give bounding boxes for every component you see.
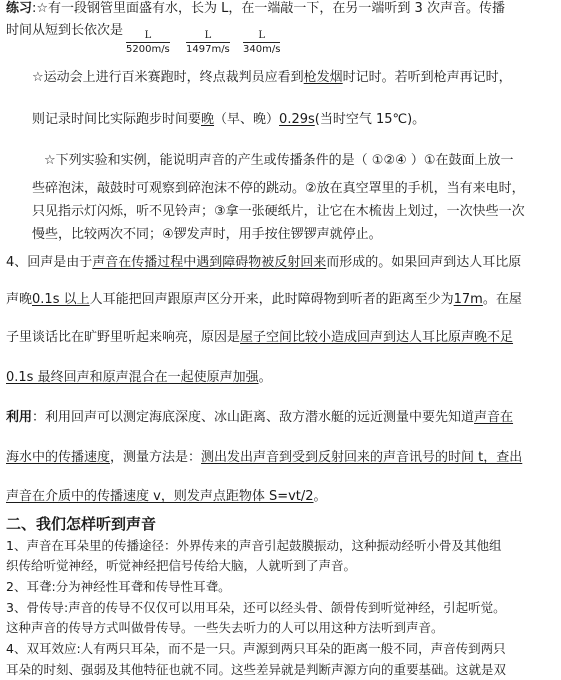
fraction-numerator: L (186, 30, 230, 43)
q2-text-e: (当时空气 15℃)。 (314, 112, 426, 127)
fraction-water (186, 30, 230, 56)
section2-line: 这种声音的传导方式叫做骨传导。一些失去听力的人可以用这种方法听到声音。 (6, 620, 444, 635)
q1-text: :☆有一段钢管里面盛有水，长为 L，在一端敲一下，在另一端听到 3 次声音。传播 (32, 1, 505, 16)
echo-definition: 声音在传播过程中遇到障碍物被反射回来 (92, 255, 327, 270)
echo-text-b: 而形成的。如果回声到达人耳比原 (326, 255, 522, 270)
echo-text-f: 子里谈话比在旷野里听起来响亮，原因是 (6, 330, 241, 345)
q2-answer-time: 0.29s (279, 112, 315, 127)
use-formula: 声音在介质中的传播速度 v，则发声点距物体 S=vt/2 (6, 489, 314, 504)
section2-line: 3、骨传导:声音的传导不仅仅可以用耳朵，还可以经头骨、颌骨传到听觉神经，引起听觉。 (6, 600, 506, 615)
use-label: 利用 (6, 410, 33, 425)
fraction-denominator: 340m/s (243, 44, 281, 55)
practice-q3-line2: 些碎泡沫，敲鼓时可观察到碎泡沫不停的跳动。②放在真空罩里的手机，当有来电时， (32, 181, 525, 196)
q2-answer-smoke: 枪发烟 (303, 70, 343, 85)
use-key-a: 声音在 (474, 410, 514, 425)
practice-q2-line2 (32, 111, 425, 129)
fraction-denominator: 5200m/s (126, 44, 170, 55)
practice-q2-line1 (32, 69, 512, 87)
echo-reason: 屋子空间比较小造成回声到达人耳比原声晚不足 (240, 330, 514, 345)
echo-text-g: 。 (258, 370, 272, 385)
fraction-steel (126, 30, 170, 56)
use-line3 (6, 488, 327, 506)
use-line1 (6, 409, 513, 427)
section2-line: 耳朵的时刻、强弱及其他特征也就不同。这些差异就是判断声源方向的重要基础。这就是双 (6, 662, 507, 677)
echo-text-e: 。在屋 (482, 292, 522, 307)
fraction-denominator: 1497m/s (186, 44, 230, 55)
use-key-b: 海水中的传播速度 (6, 450, 111, 465)
section-heading: 二、我们怎样听到声音 (6, 515, 157, 533)
q2-text-c: 则记录时间比实际跑步时间要 (32, 112, 202, 127)
use-line2 (6, 449, 522, 467)
practice-q1-line2: 时间从短到长依次是 (6, 23, 124, 38)
section2-line: 1、声音在耳朵里的传播途径：外界传来的声音引起鼓膜振动，这种振动经听小骨及其他组 (6, 538, 502, 553)
echo-text-d: 人耳能把回声跟原声区分开来，此时障碍物到听者的距离至少为 (89, 292, 454, 307)
practice-q3-line3: 只见指示灯闪烁，听不见铃声；③拿一张硬纸片，让它在木梳齿上划过，一次快些一次 (32, 204, 525, 219)
section2-line: 2、耳聋:分为神经性耳聋和传导性耳聋。 (6, 579, 231, 594)
practice-q3-line4: 慢些，比较两次不同；④锣发声时，用手按住锣锣声就停止。 (32, 227, 382, 242)
echo-line4 (6, 369, 272, 387)
echo-line3 (6, 329, 513, 347)
fraction-air (243, 30, 280, 56)
practice-q1-line1 (6, 0, 505, 18)
section2-line: 4、双耳效应:人有两只耳朵，而不是一只。声源到两只耳朵的距离一般不同，声音传到两只 (6, 641, 506, 656)
fraction-numerator: L (126, 30, 170, 43)
section2-line: 织传给听觉神经，听觉神经把信号传给大脑，人就听到了声音。 (6, 558, 357, 573)
use-text-b: ，测量方法是： (110, 450, 202, 465)
q2-answer-late: 晚 (201, 112, 215, 127)
practice-q3-line1: ☆下列实验和实例，能说明声音的产生或传播条件的是（ ①②④ ）①在鼓面上放一 (44, 153, 514, 168)
echo-line2 (6, 291, 522, 309)
echo-text-c: 声晚 (6, 292, 33, 307)
use-text-a: ：利用回声可以测定海底深度、冰山距离、敌方潜水艇的远近测量中要先知道 (32, 410, 475, 425)
fraction-numerator: L (243, 30, 280, 43)
echo-distance: 17m (453, 292, 483, 307)
q2-text-b: 时记时。若听到枪声再记时， (342, 70, 512, 85)
practice-label: 练习 (6, 1, 33, 16)
echo-time-threshold: 0.1s 以上 (32, 292, 90, 307)
use-text-c: 。 (313, 489, 327, 504)
q2-text-d: （早、晚） (214, 112, 280, 127)
echo-reason-cont: 0.1s 最终回声和原声混合在一起使原声加强 (6, 370, 259, 385)
use-method: 测出发出声音到受到反射回来的声音讯号的时间 t，查出 (201, 450, 523, 465)
echo-text-a: 4、回声是由于 (6, 255, 93, 270)
q2-text-a: ☆运动会上进行百米赛跑时，终点裁判员应看到 (32, 70, 304, 85)
echo-line1 (6, 254, 521, 272)
